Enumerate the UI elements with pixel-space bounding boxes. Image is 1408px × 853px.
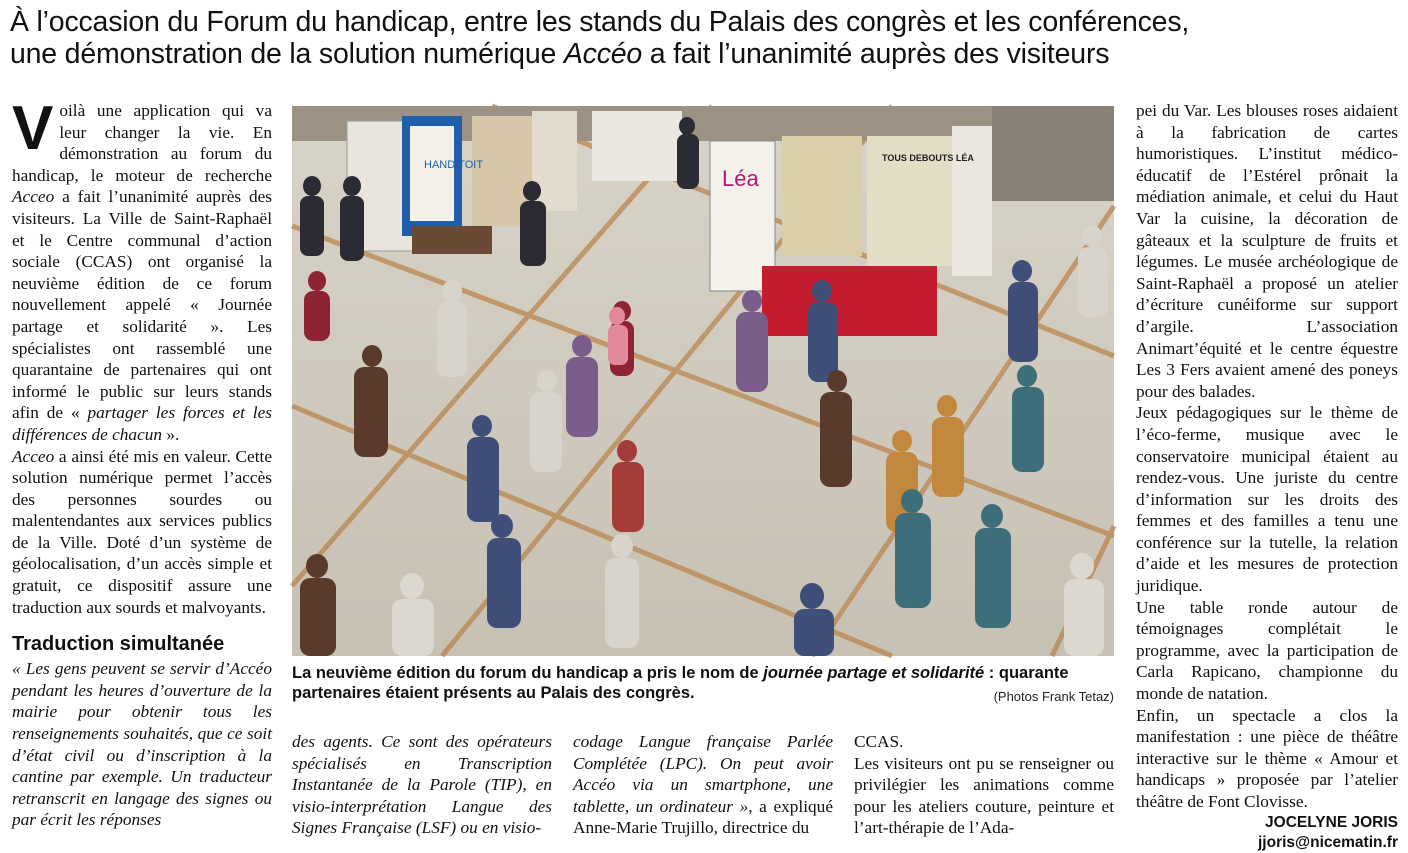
photo-caption: [292, 663, 1114, 703]
column-2-text: des agents. Ce sont des opérateurs spécialisés en Transcription Instantanée de la Parole (TIP), en visio-interprétation Langue des Signes Française (LSF) ou en visio-: [292, 732, 552, 837]
column-6-paragraph-4: Enfin, un spectacle a clos la manifestation : une pièce de théâtre interactive sur le thème « Amour et handicaps » proposée par l’atelier théâtre de Font Clovisse.: [1136, 705, 1398, 811]
column-4-paragraph-2: Les visiteurs ont pu se renseigner ou privilégier les animations comme pour les ateliers couture, peinture et l’art-thérapie de l’Ada-: [854, 753, 1114, 837]
event-photo: [292, 106, 1114, 656]
article-column-1: [12, 94, 272, 831]
column-4-paragraph-1: CCAS.: [854, 732, 904, 751]
lead-quote-end: ».: [162, 424, 180, 444]
headline-product-name: Accéo: [563, 38, 643, 70]
lead-text-rest: a fait l’unanimité auprès des visiteurs. La Ville de Saint-Raphaël et le Centre communal d’action sociale (CCAS) ont organisé la neuvième édition de ce forum nouvellement appelé « Journée partage et solidarité ». Les spécialistes ont rassemblé une quarantaine de partenaires qui ont informé le public sur leurs stands afin de «: [12, 187, 272, 423]
caption-event-name: journée partage et solidarité: [763, 664, 985, 682]
column-6-paragraph-2: Jeux pédagogiques sur le thème de l’éco-ferme, musique avec le conservatoire municipal étaient au rendez-vous. Une juriste du centre d’information sur les droits des femmes et des familles a tenu une conférence sur la tutelle, la relation d’aide et les mesures de protection juridique.: [1136, 403, 1398, 596]
paragraph-2-text: a ainsi été mis en valeur. Cette solution numérique permet l’accès des personnes sourdes ou malentendantes aux services publics de la Ville. Doté d’un système de géolocalisation, d’un accès simple et gratuit, ce dispositif assure une traduction aux sourds et malvoyants.: [12, 446, 272, 617]
headline-line-2-end: a fait l’unanimité auprès des visiteurs: [642, 38, 1110, 70]
caption-text-end: : quarante partenaires étaient présents au Palais des congrès.: [292, 664, 1069, 702]
lead-product: Acceo: [12, 187, 55, 207]
sign-lea: Léa: [722, 166, 759, 191]
paragraph-3: « Les gens peuvent se servir d’Accéo pendant les heures d’ouverture de la mairie pour obtenir tous les renseignements souhaités, que ce soit d’état civil ou d’inscription à la cantine par exemple. Un traducteur retranscrit en langage des signes ou par écrit les réponses: [12, 659, 272, 830]
sign-tous-debouts: TOUS DEBOUTS LÉA: [882, 153, 974, 163]
photo-illustration: [292, 106, 1114, 656]
author-email[interactable]: jjoris@nicematin.fr: [1257, 833, 1398, 851]
article-column-3: [573, 731, 833, 839]
paragraph-2-product: Acceo: [12, 446, 55, 466]
caption-text: La neuvième édition du forum du handicap a pris le nom de: [292, 664, 764, 682]
headline-line-2-start: une démonstration de la solution numérique: [10, 38, 564, 70]
column-3-quote: codage Langue française Parlée Complétée (LPC). On peut avoir Accéo via un smartphone, une tablette, un ordinateur »: [573, 732, 833, 816]
column-3-text: , a expliqué Anne-Marie Trujillo, directrice du: [573, 796, 833, 837]
drop-cap: V: [12, 94, 54, 163]
article-column-6: [1136, 100, 1398, 853]
subheading: Traduction simultanée: [12, 633, 225, 656]
red-table: [762, 266, 937, 336]
headline-line-2: [10, 38, 1400, 70]
article-column-4: [854, 731, 1114, 839]
lead-quote: partager les forces et les différences de chacun: [12, 403, 272, 444]
lead-text: oilà une application qui va leur changer la vie. En démonstration au forum du handicap, le moteur de recherche: [12, 101, 272, 185]
paragraph-2: [12, 446, 272, 619]
column-6-paragraph-1: pei du Var. Les blouses roses aidaient à la fabrication de cartes humoristiques. L’institut médico-éducatif de l’Estérel prônait la médiation animale, et celui du Haut Var la cuisine, la décoration de gâteaux et la sculpture de fruits et légumes. Le musée archéologique de Saint-Raphaël a proposé un atelier d’écriture cunéiforme sur support d’argile. L’association Animart’équité et le centre équestre Les 3 Fers avaient amené des poneys pour des balades.: [1136, 101, 1398, 401]
headline: [10, 6, 1400, 70]
author-name: JOCELYNE JORIS: [1265, 813, 1398, 831]
article-column-2: [292, 731, 552, 839]
sign-handitoit: HANDITOIT: [424, 159, 484, 171]
column-6-paragraph-3: Une table ronde autour de témoignages complétait le programme, avec la participation de Carla Rapicano, championne du monde de natation.: [1136, 597, 1398, 704]
photo-credit: (Photos Frank Tetaz): [993, 689, 1114, 704]
headline-line-1: À l’occasion du Forum du handicap, entre les stands du Palais des congrès et les conférences,: [10, 6, 1190, 38]
column-3-paragraph: [573, 731, 833, 839]
brochure-table: [412, 226, 492, 254]
lead-paragraph: [12, 94, 272, 446]
